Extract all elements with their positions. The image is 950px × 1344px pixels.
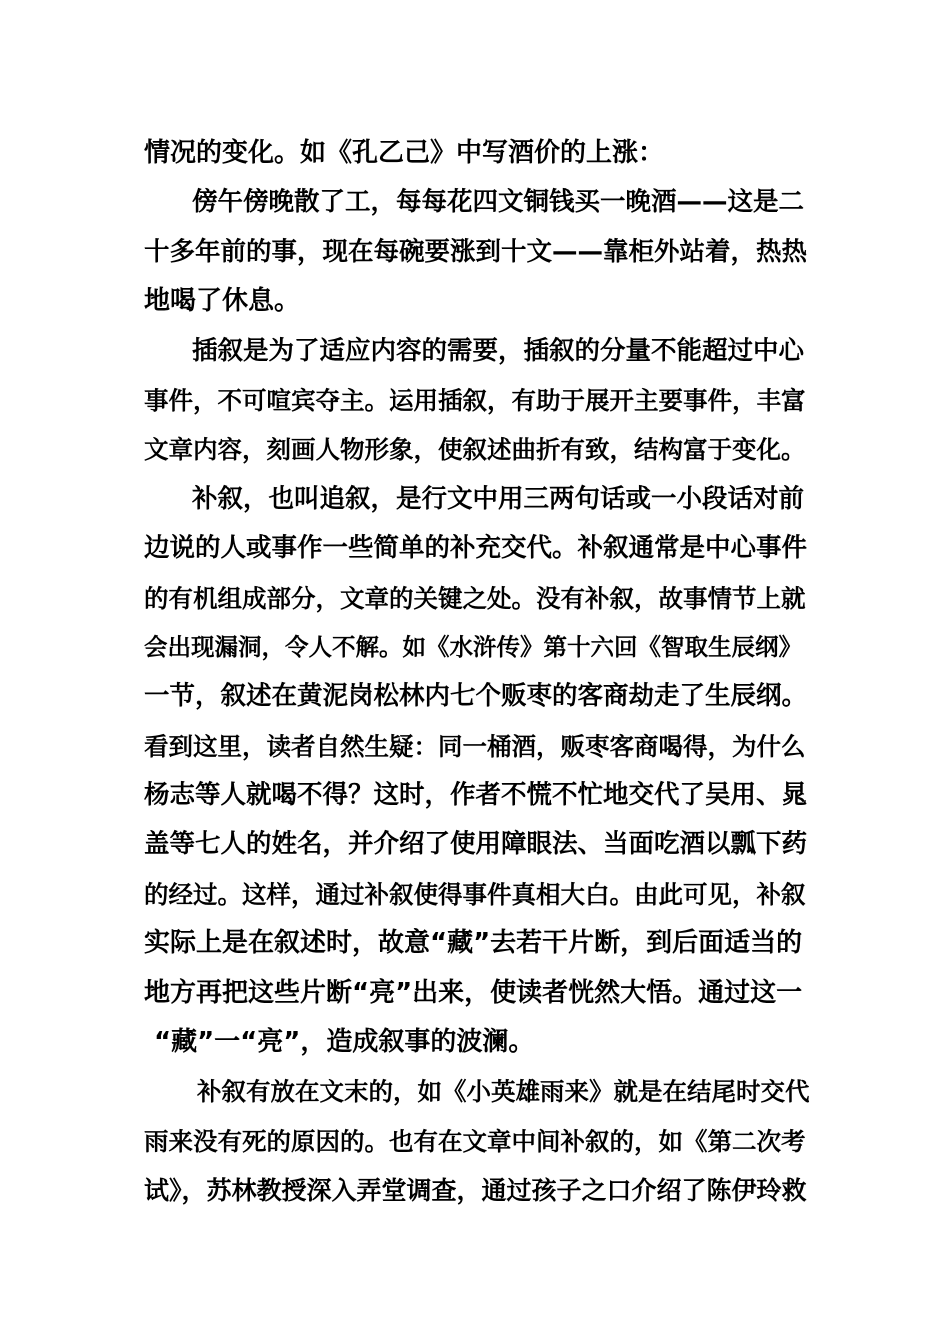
paragraph-first-line: 补叙，也叫追叙，是行文中用三两句话或一小段话对前 xyxy=(192,483,805,514)
text-line: 的有机组成部分，文章的关键之处。没有补叙，故事情节上就 xyxy=(144,583,806,613)
text-line: “藏”一“亮”，造成叙事的波澜。 xyxy=(154,1027,535,1058)
body-text xyxy=(144,129,812,1216)
text-line: 地方再把这些片断“亮”出来，使读者恍然大悟。通过这一 xyxy=(144,977,803,1008)
text-line: 的经过。这样，通过补叙使得事件真相大白。由此可见，补叙 xyxy=(144,879,806,909)
paragraph-first-line: 补叙有放在文末的，如《小英雄雨来》就是在结尾时交代 xyxy=(197,1077,810,1107)
text-line: 十多年前的事，现在每碗要涨到十文——靠柜外站着，热热 xyxy=(144,236,808,267)
text-line: 盖等七人的姓名，并介绍了使用障眼法、当面吃酒以瓢下药 xyxy=(144,829,808,860)
paragraph-first-line: 插叙是为了适应内容的需要，插叙的分量不能超过中心 xyxy=(192,335,805,366)
text-line: 杨志等人就喝不得？这时，作者不慌不忙地交代了吴用、晁 xyxy=(144,780,808,811)
text-line: 情况的变化。如《孔乙己》中写酒价的上涨： xyxy=(144,138,665,168)
text-line: 地喝了休息。 xyxy=(144,286,301,317)
text-line: 雨来没有死的原因的。也有在文章中间补叙的，如《第二次考 xyxy=(144,1126,806,1156)
text-line: 文章内容，刻画人物形象，使叙述曲折有致，结构富于变化。 xyxy=(144,435,806,465)
text-line: 一节，叙述在黄泥岗松林内七个贩枣的客商劫走了生辰纲。 xyxy=(144,681,808,712)
text-line: 边说的人或事作一些简单的补充交代。补叙通常是中心事件 xyxy=(144,533,808,564)
text-line: 事件，不可喧宾夺主。运用插叙，有助于展开主要事件，丰富 xyxy=(144,385,806,415)
text-line: 会出现漏洞，令人不解。如《水浒传》第十六回《智取生辰纲》 xyxy=(144,632,802,661)
text-line: 实际上是在叙述时，故意“藏”去若干片断，到后面适当的 xyxy=(144,928,803,959)
quote-paragraph-line: 傍午傍晚散了工，每每花四文铜钱买一晚酒——这是二 xyxy=(192,187,805,218)
text-line: 看到这里，读者自然生疑：同一桶酒，贩枣客商喝得，为什么 xyxy=(144,731,806,761)
text-line: 试》，苏林教授深入弄堂调查，通过孩子之口介绍了陈伊玲救 xyxy=(144,1176,807,1206)
